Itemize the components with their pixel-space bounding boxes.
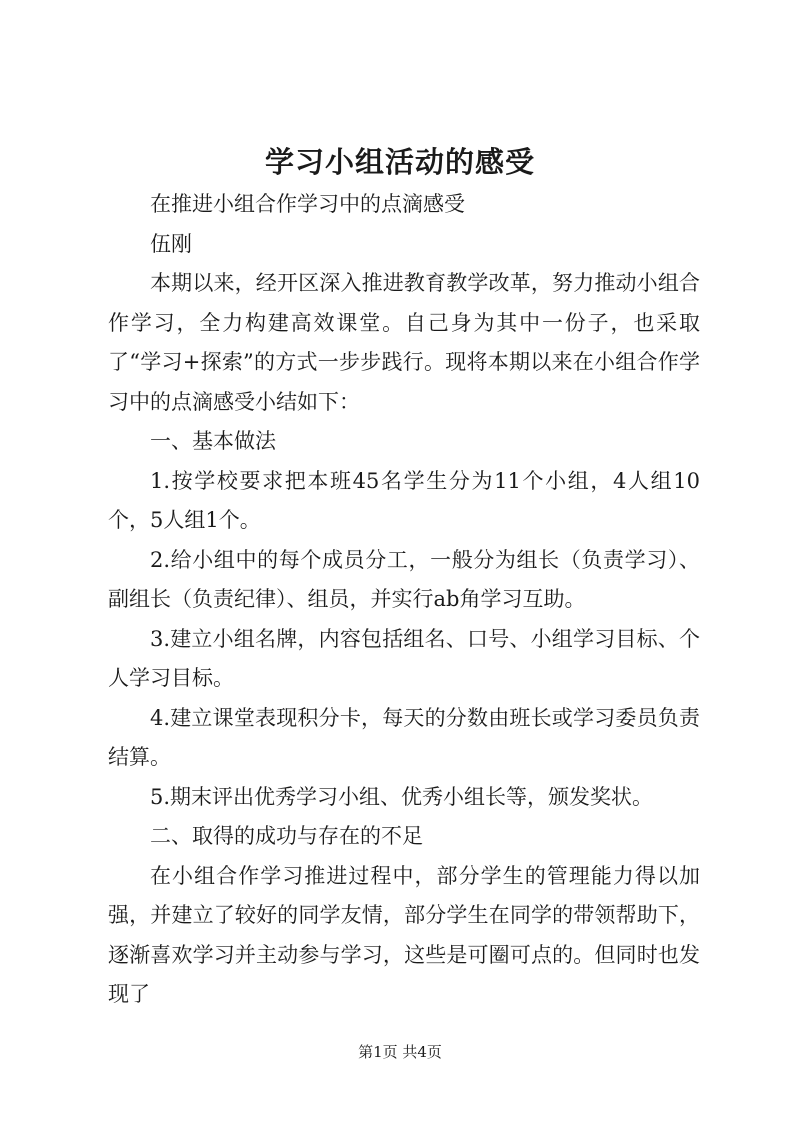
list-item-1: 1.按学校要求把本班45名学生分为11个小组，4人组10个，5人组1个。 bbox=[108, 468, 700, 532]
page-footer: 第1页 共4页 bbox=[358, 1043, 442, 1061]
section-heading-results: 二、取得的成功与存在的不足 bbox=[150, 824, 423, 848]
list-item-3: 3.建立小组名牌，内容包括组名、口号、小组学习目标、个人学习目标。 bbox=[108, 626, 700, 690]
document-body bbox=[108, 185, 700, 1015]
subtitle-paragraph: 在推进小组合作学习中的点滴感受 bbox=[150, 192, 465, 216]
intro-paragraph: 本期以来，经开区深入推进教育教学改革，努力推动小组合作学习，全力构建高效课堂。自己身为其中一份子，也采取了“学习+探索”的方式一步步践行。现将本期以来在小组合作学习中的点滴感受小结如下： bbox=[108, 271, 700, 414]
list-item-2: 2.给小组中的每个成员分工，一般分为组长（负责学习）、副组长（负责纪律）、组员，并实行ab角学习互助。 bbox=[108, 547, 700, 611]
document-title: 学习小组活动的感受 bbox=[264, 145, 535, 179]
section-heading-basic-methods: 一、基本做法 bbox=[150, 429, 276, 453]
author-paragraph: 伍刚 bbox=[150, 231, 192, 256]
list-item-4: 4.建立课堂表现积分卡，每天的分数由班长或学习委员负责结算。 bbox=[108, 705, 700, 769]
results-paragraph: 在小组合作学习推进过程中，部分学生的管理能力得以加强，并建立了较好的同学友情，部分学生在同学的带领帮助下，逐渐喜欢学习并主动参与学习，这些是可圈可点的。但同时也发现了 bbox=[108, 863, 700, 1006]
list-item-5: 5.期末评出优秀学习小组、优秀小组长等，颁发奖状。 bbox=[150, 784, 654, 809]
